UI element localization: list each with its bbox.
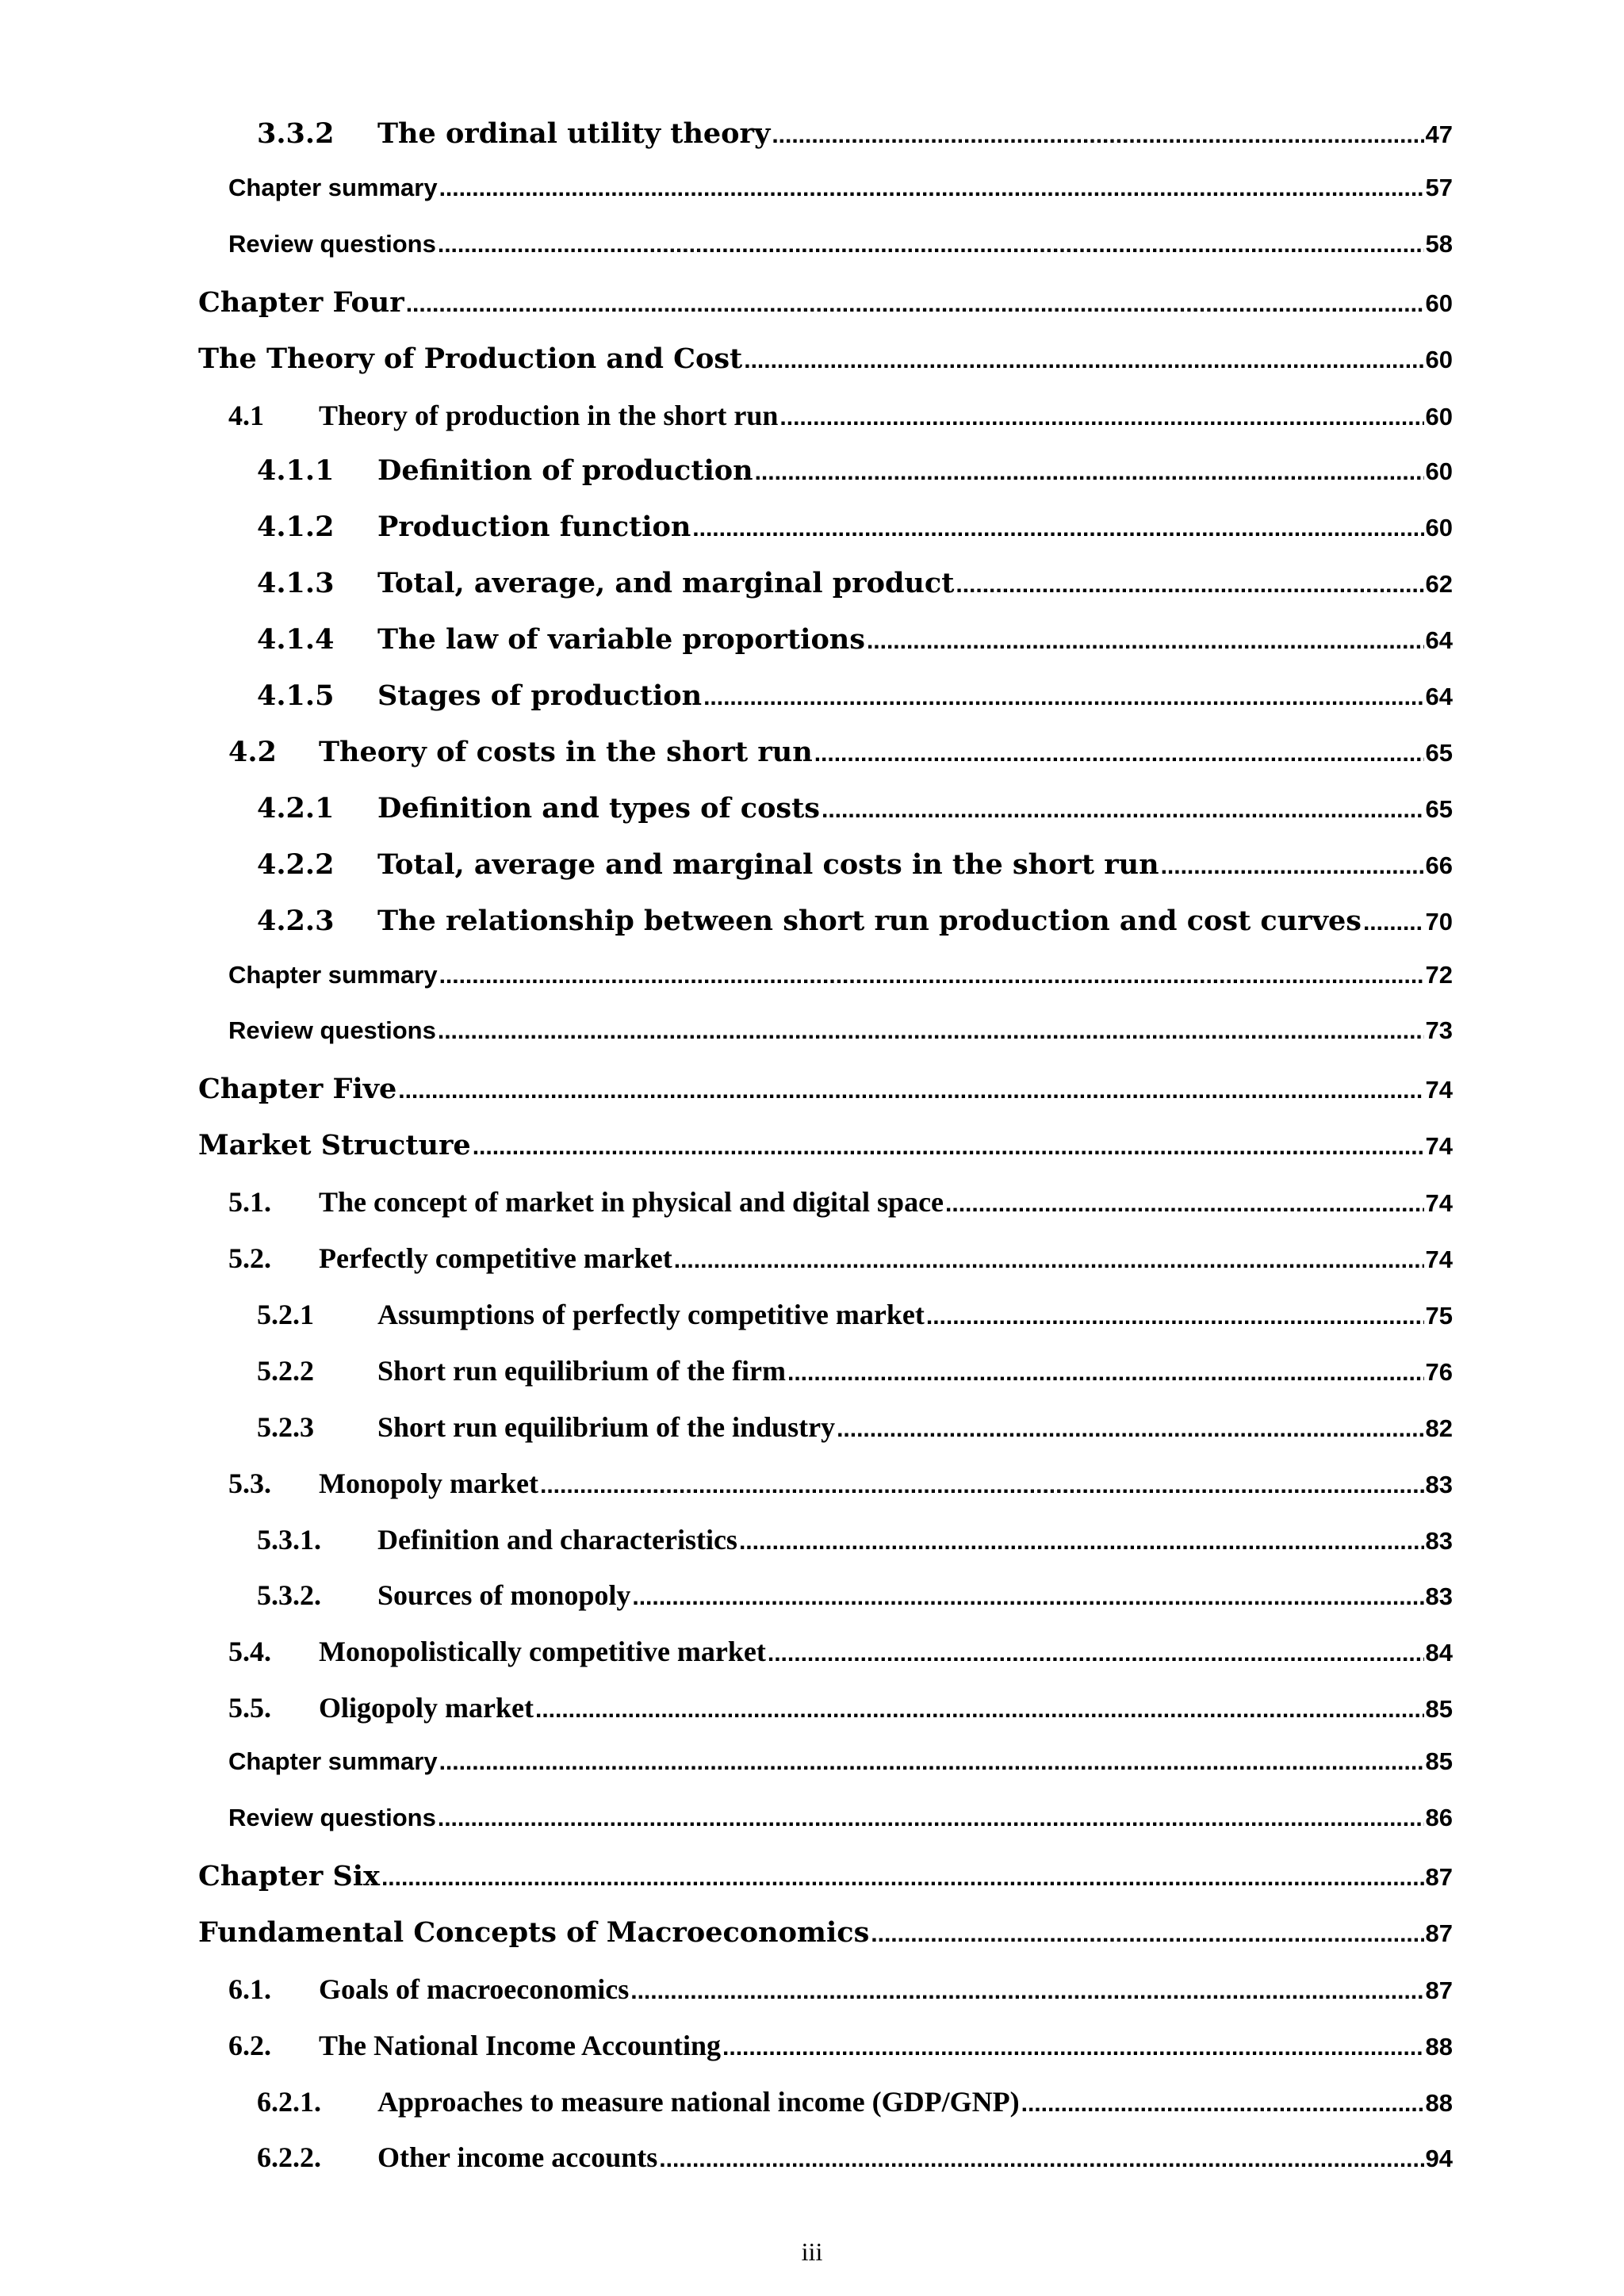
toc-entry[interactable] bbox=[257, 679, 1453, 724]
toc-entry-number: 4.1.1 bbox=[257, 454, 335, 488]
dot-leader bbox=[1161, 853, 1424, 880]
toc-entry-page: 73 bbox=[1425, 1016, 1453, 1045]
toc-entry[interactable] bbox=[228, 2029, 1453, 2073]
toc-entry-page: 60 bbox=[1425, 514, 1453, 542]
toc-entry-title: Goals of macroeconomics bbox=[319, 1973, 630, 2005]
toc-entry-number: 5.3.2. bbox=[257, 1579, 321, 1612]
dot-leader bbox=[1021, 2091, 1424, 2118]
toc-entry-page: 85 bbox=[1425, 1695, 1453, 1724]
toc-entry-number: 4.1 bbox=[228, 399, 264, 431]
toc-entry[interactable] bbox=[257, 848, 1453, 893]
dot-leader bbox=[814, 740, 1424, 767]
dot-leader bbox=[535, 1697, 1424, 1724]
toc-entry-number: 4.2.3 bbox=[257, 904, 335, 937]
toc-entry[interactable] bbox=[228, 1635, 1453, 1679]
toc-entry-title: Oligopoly market bbox=[319, 1692, 534, 1724]
dot-leader bbox=[779, 404, 1423, 431]
toc-entry-title: Sources of monopoly bbox=[377, 1579, 631, 1612]
toc-entry[interactable] bbox=[228, 1747, 1453, 1792]
toc-entry-title: Total, average, and marginal product bbox=[377, 567, 955, 600]
toc-entry-number: 3.3.2 bbox=[257, 117, 335, 150]
toc-entry-title: Fundamental Concepts of Macroeconomics bbox=[198, 1915, 870, 1949]
toc-entry-number: 6.2.1. bbox=[257, 2085, 321, 2118]
toc-entry-title: Definition and types of costs bbox=[377, 791, 820, 825]
dot-leader bbox=[406, 291, 1424, 318]
dot-leader bbox=[398, 1077, 1423, 1104]
toc-entry-page: 87 bbox=[1425, 1862, 1453, 1891]
dot-leader bbox=[1363, 909, 1424, 936]
toc-entry-page: 76 bbox=[1425, 1357, 1453, 1386]
toc-entry[interactable] bbox=[228, 1691, 1453, 1735]
toc-entry-page: 60 bbox=[1425, 402, 1453, 430]
toc-entry-page: 58 bbox=[1425, 229, 1453, 258]
toc-entry[interactable] bbox=[198, 286, 1453, 331]
toc-entry-page: 74 bbox=[1425, 1246, 1453, 1273]
toc-entry-page: 64 bbox=[1425, 683, 1453, 710]
toc-entry-number: 4.1.3 bbox=[257, 567, 335, 600]
toc-entry-title: Perfectly competitive market bbox=[319, 1242, 672, 1274]
toc-entry-number: 5.3.1. bbox=[257, 1523, 321, 1556]
dot-leader bbox=[739, 1529, 1424, 1556]
toc-entry[interactable] bbox=[228, 399, 1453, 443]
toc-entry-title: The Theory of Production and Cost bbox=[198, 342, 743, 375]
toc-entry-page: 84 bbox=[1425, 1639, 1453, 1667]
toc-entry-number: 4.2.1 bbox=[257, 791, 335, 825]
toc-entry[interactable] bbox=[257, 1298, 1453, 1342]
dot-leader bbox=[473, 1134, 1424, 1161]
toc-entry-page: 86 bbox=[1425, 1804, 1453, 1831]
toc-entry-title: Approaches to measure national income (GDP/GNP) bbox=[377, 2085, 1020, 2118]
toc-entry-page: 64 bbox=[1425, 626, 1453, 655]
toc-entry-title: The law of variable proportions bbox=[377, 623, 865, 656]
dot-leader bbox=[438, 1805, 1424, 1832]
toc-entry-page: 85 bbox=[1425, 1747, 1453, 1776]
dot-leader bbox=[659, 2146, 1423, 2173]
toc-entry-title: Short run equilibrium of the industry bbox=[377, 1410, 836, 1443]
dot-leader bbox=[837, 1416, 1423, 1443]
toc-entry-title: The National Income Accounting bbox=[319, 2029, 722, 2061]
toc-entry-number: 5.2. bbox=[228, 1242, 271, 1274]
toc-entry-title: Short run equilibrium of the firm bbox=[377, 1354, 787, 1387]
toc-entry-title: Chapter summary bbox=[228, 1747, 438, 1776]
dot-leader bbox=[439, 962, 1424, 989]
dot-leader bbox=[674, 1247, 1424, 1274]
dot-leader bbox=[945, 1191, 1423, 1218]
toc-entry-number: 5.5. bbox=[228, 1692, 271, 1724]
toc-entry[interactable] bbox=[257, 2141, 1453, 2185]
dot-leader bbox=[439, 1749, 1424, 1776]
toc-entry-page: 70 bbox=[1425, 907, 1453, 936]
toc-entry-title: Market Structure bbox=[198, 1129, 471, 1162]
toc-entry-number: 5.1. bbox=[228, 1186, 271, 1219]
toc-entry-number: 5.2.2 bbox=[257, 1354, 314, 1387]
toc-entry[interactable] bbox=[257, 511, 1453, 555]
toc-entry-number: 4.1.2 bbox=[257, 511, 335, 544]
toc-entry[interactable] bbox=[257, 117, 1453, 162]
toc-entry-page: 83 bbox=[1425, 1470, 1453, 1498]
toc-entry-page: 74 bbox=[1425, 1076, 1453, 1104]
toc-entry-page: 74 bbox=[1425, 1189, 1453, 1218]
toc-entry[interactable] bbox=[198, 1073, 1453, 1117]
toc-entry-title: Theory of production in the short run bbox=[319, 399, 779, 431]
toc-entry[interactable] bbox=[228, 1185, 1453, 1230]
toc-entry[interactable] bbox=[257, 792, 1453, 836]
toc-entry-page: 60 bbox=[1425, 345, 1453, 373]
toc-entry-page: 74 bbox=[1425, 1132, 1453, 1161]
toc-entry[interactable] bbox=[257, 1578, 1453, 1623]
dot-leader bbox=[722, 2034, 1423, 2061]
dot-leader bbox=[381, 1865, 1424, 1892]
toc-entry[interactable] bbox=[257, 567, 1453, 611]
toc-entry-title: Definition of production bbox=[377, 454, 753, 488]
dot-leader bbox=[540, 1472, 1424, 1499]
toc-entry-page: 65 bbox=[1425, 738, 1453, 767]
toc-entry-page: 83 bbox=[1425, 1582, 1453, 1611]
toc-entry-page: 83 bbox=[1425, 1526, 1453, 1555]
toc-entry-page: 60 bbox=[1425, 457, 1453, 486]
toc-entry-title: Chapter Four bbox=[198, 285, 404, 319]
toc-entry-page: 94 bbox=[1425, 2145, 1453, 2173]
toc-entry[interactable] bbox=[198, 1916, 1453, 1961]
toc-entry[interactable] bbox=[257, 454, 1453, 499]
toc-entry[interactable] bbox=[198, 1129, 1453, 1173]
toc-entry[interactable] bbox=[228, 174, 1453, 218]
dot-leader bbox=[867, 628, 1424, 655]
dot-leader bbox=[692, 515, 1423, 542]
toc-entry-title: The relationship between short run production and cost curves bbox=[377, 904, 1362, 937]
toc-entry-title: Monopoly market bbox=[319, 1467, 538, 1499]
toc-entry-title: Definition and characteristics bbox=[377, 1523, 737, 1556]
toc-entry[interactable] bbox=[257, 1410, 1453, 1455]
toc-entry-title: The concept of market in physical and digital space bbox=[319, 1186, 944, 1219]
toc-entry-number: 5.3. bbox=[228, 1467, 271, 1499]
toc-entry[interactable] bbox=[228, 736, 1453, 780]
toc-entry-title: The ordinal utility theory bbox=[377, 117, 771, 150]
toc-entry-number: 6.1. bbox=[228, 1973, 271, 2005]
toc-entry[interactable] bbox=[198, 1860, 1453, 1904]
dot-leader bbox=[956, 572, 1423, 599]
toc-entry-number: 4.1.4 bbox=[257, 623, 335, 656]
toc-entry-page: 88 bbox=[1425, 2032, 1453, 2061]
dot-leader bbox=[439, 175, 1424, 202]
toc-entry-number: 5.2.1 bbox=[257, 1298, 314, 1330]
toc-entry-title: Chapter Five bbox=[198, 1073, 397, 1106]
toc-entry-number: 4.2.2 bbox=[257, 848, 335, 881]
toc-entry-page: 72 bbox=[1425, 960, 1453, 989]
toc-entry-title: Assumptions of perfectly competitive market bbox=[377, 1298, 925, 1330]
toc-entry-page: 87 bbox=[1425, 1919, 1453, 1947]
toc-entry-number: 4.2 bbox=[228, 735, 277, 768]
toc-entry-title: Review questions bbox=[228, 1804, 436, 1831]
toc-entry[interactable] bbox=[198, 342, 1453, 387]
dot-leader bbox=[772, 122, 1423, 149]
toc-entry-page: 88 bbox=[1425, 2088, 1453, 2117]
toc-entry[interactable] bbox=[257, 2085, 1453, 2130]
toc-entry[interactable] bbox=[228, 961, 1453, 1005]
toc-entry[interactable] bbox=[228, 1804, 1453, 1848]
toc-entry[interactable] bbox=[257, 623, 1453, 668]
dot-leader bbox=[768, 1640, 1424, 1667]
dot-leader bbox=[630, 1978, 1423, 2005]
toc-entry-title: Other income accounts bbox=[377, 2141, 658, 2174]
dot-leader bbox=[438, 1018, 1424, 1045]
dot-leader bbox=[926, 1303, 1424, 1330]
toc-entry-number: 6.2.2. bbox=[257, 2141, 321, 2174]
toc-entry-number: 5.4. bbox=[228, 1636, 271, 1668]
toc-entry-page: 65 bbox=[1425, 794, 1453, 823]
toc-entry-title: Total, average and marginal costs in the short run bbox=[377, 848, 1159, 881]
toc-entry-number: 4.1.5 bbox=[257, 679, 335, 712]
toc-entry[interactable] bbox=[228, 1467, 1453, 1511]
toc-entry-page: 66 bbox=[1425, 851, 1453, 879]
dot-leader bbox=[744, 347, 1423, 374]
toc-entry-page: 82 bbox=[1425, 1414, 1453, 1442]
toc-entry-title: Review questions bbox=[228, 229, 436, 258]
toc-entry[interactable] bbox=[257, 1523, 1453, 1567]
dot-leader bbox=[787, 1360, 1424, 1387]
toc-entry-title: Theory of costs in the short run bbox=[319, 735, 813, 768]
toc-entry-page: 62 bbox=[1425, 570, 1453, 599]
toc-entry-page: 60 bbox=[1425, 289, 1453, 317]
toc-entry[interactable] bbox=[228, 1242, 1453, 1286]
toc-entry-title: Chapter Six bbox=[198, 1859, 380, 1892]
dot-leader bbox=[438, 232, 1424, 258]
toc-entry-page: 87 bbox=[1425, 1976, 1453, 2004]
dot-leader bbox=[755, 459, 1424, 486]
toc-entry-title: Chapter summary bbox=[228, 960, 438, 989]
toc-entry-page: 47 bbox=[1425, 121, 1453, 148]
toc-entry-title: Production function bbox=[377, 511, 691, 544]
toc-entry-title: Review questions bbox=[228, 1016, 436, 1045]
dot-leader bbox=[822, 797, 1424, 824]
toc-entry-number: 5.2.3 bbox=[257, 1410, 314, 1443]
dot-leader bbox=[703, 684, 1423, 711]
toc-entry-title: Chapter summary bbox=[228, 173, 438, 201]
toc-entry[interactable] bbox=[257, 905, 1453, 949]
toc-entry-title: Monopolistically competitive market bbox=[319, 1636, 766, 1668]
toc-entry[interactable] bbox=[228, 1973, 1453, 2017]
toc-entry-page: 57 bbox=[1425, 173, 1453, 201]
toc-entry-title: Stages of production bbox=[377, 679, 703, 712]
toc-entry-page: 75 bbox=[1425, 1301, 1453, 1330]
toc-entry[interactable] bbox=[228, 1016, 1453, 1061]
dot-leader bbox=[632, 1584, 1423, 1611]
toc-entry-number: 6.2. bbox=[228, 2029, 271, 2061]
toc-entry[interactable] bbox=[257, 1354, 1453, 1399]
page-number: iii bbox=[801, 2237, 823, 2266]
dot-leader bbox=[871, 1921, 1423, 1948]
toc-entry[interactable] bbox=[228, 230, 1453, 274]
